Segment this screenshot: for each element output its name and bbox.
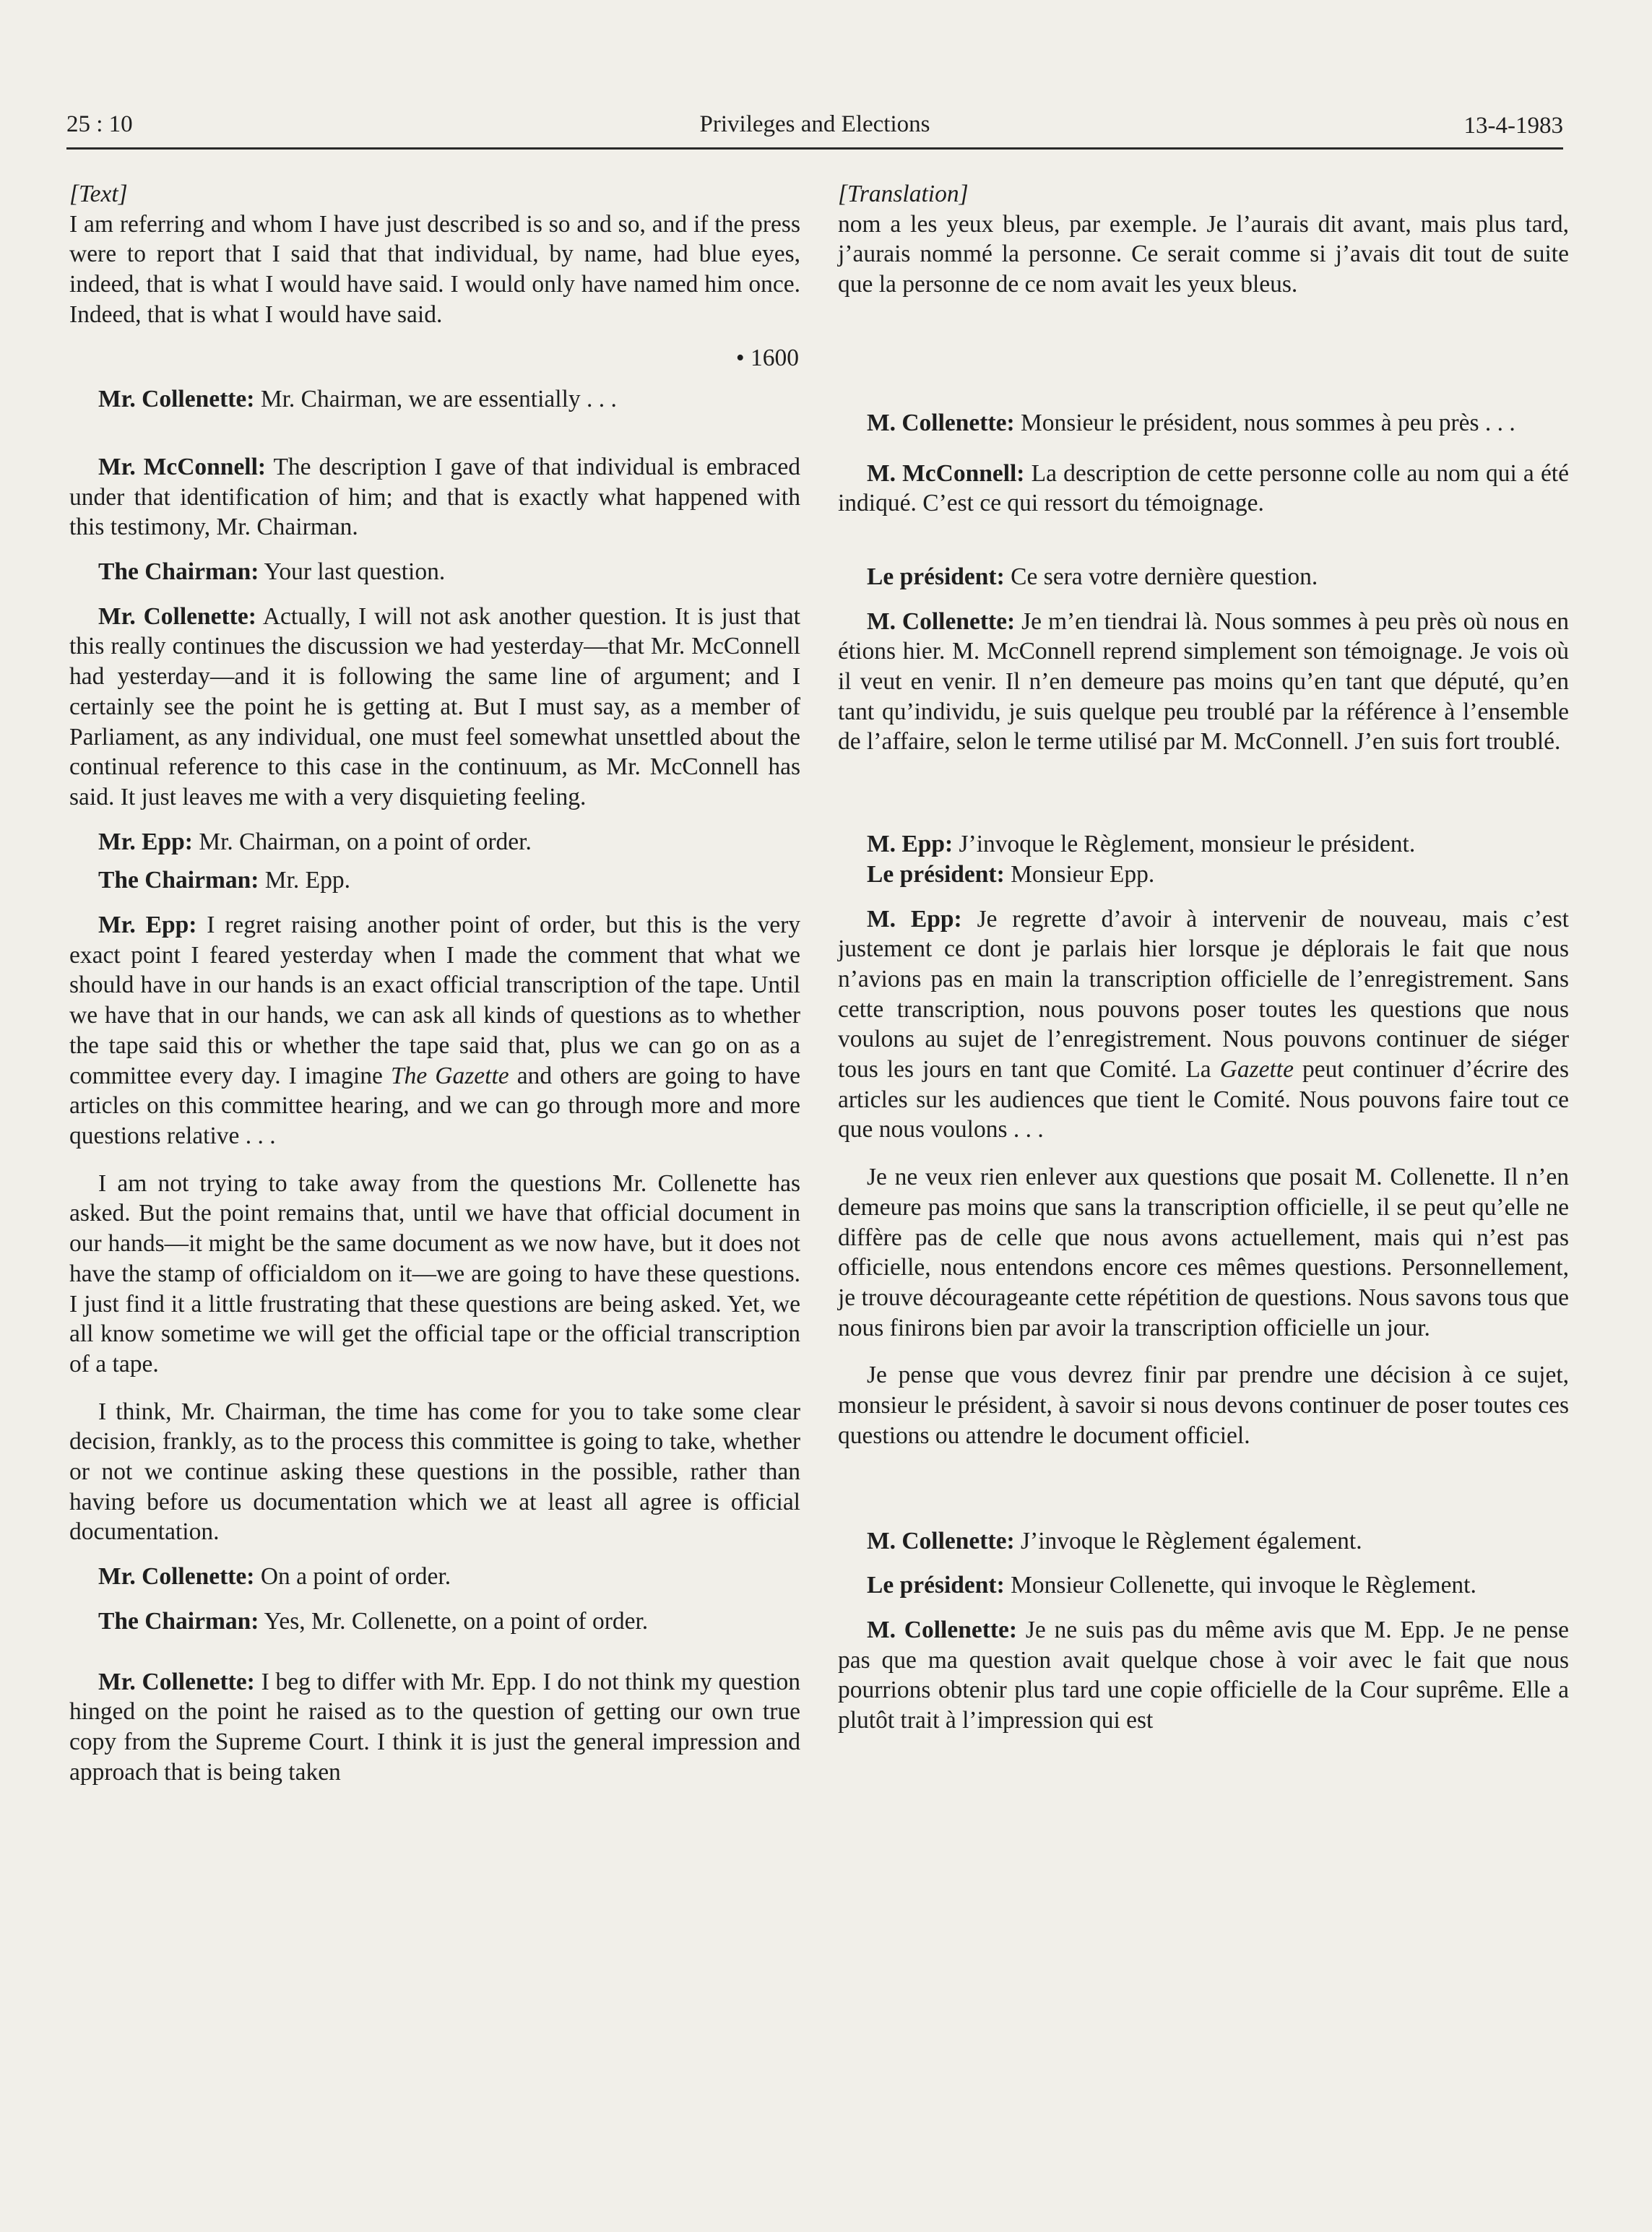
speech: M. Collenette: J’invoque le Règlement également.	[867, 1527, 1362, 1554]
speech: Le président: Monsieur Collenette, qui invoque le Règlement.	[867, 1572, 1476, 1599]
speaker-name: M. Collenette:	[867, 1527, 1015, 1554]
header-date: 13-4-1983	[1463, 113, 1563, 139]
speech: M. Collenette: Monsieur le président, nous sommes à peu près . . .	[867, 409, 1515, 436]
speech: M. Collenette: Je ne suis pas du même avis que M. Epp. Je ne pense pas que ma question avait quelque chose à voir avec le fait que nous pourrions obtenir plus tard une copie officielle de la Cour suprême. Elle a plutôt trait à l’impression qui est	[838, 1616, 1569, 1734]
paragraph: nom a les yeux bleus, par exemple. Je l’aurais dit avant, mais plus tard, j’aurais nommé la personne. Ce serait comme si j’avais dit tout de suite que la personne de ce nom avait les yeux bleus.	[838, 210, 1569, 298]
speech: Mr. Collenette: On a point of order.	[98, 1563, 451, 1591]
speaker-name: Mr. Collenette:	[98, 602, 256, 630]
speaker-name: Mr. Epp:	[98, 828, 193, 855]
speech: Mr. Collenette: Actually, I will not ask another question. It is just that this really continues the discussion we had yesterday—that Mr. McConnell had yesterday—and it is following the same line of argument; and I certainly see the point he is getting at. But I must say, as a member of Parliament, as any individual, one must feel somewhat unsettled about the continual reference to this case in the continuum, as Mr. McConnell has said. It just leaves me with a very disquieting feeling.	[69, 602, 800, 810]
speech: Mr. Epp: I regret raising another point of order, but this is the very exact point I feared yesterday when I made the comment that what we should have in our hands is an exact official transcription of the tape. Until we have that in our hands, we can ask all kinds of questions as to whether the tape said this or whether the tape said that, plus we can go on as a committee every day. I imagine The Gazette and others are going to have articles on this committee hearing, and we can go through more and more questions relative . . .	[69, 912, 800, 1149]
speech: The Chairman: Your last question.	[98, 558, 446, 586]
speech: Mr. McConnell: The description I gave of that individual is embraced under that identification of him; and that is exactly what happened with this testimony, Mr. Chairman.	[69, 453, 800, 541]
time-marker: • 1600	[735, 344, 799, 371]
speech: M. Epp: J’invoque le Règlement, monsieur le président.	[867, 831, 1416, 858]
speech: The Chairman: Mr. Epp.	[98, 867, 350, 894]
paragraph: I am referring and whom I have just described is so and so, and if the press were to report that I said that that individual, by name, had blue eyes, indeed, that is what I would have said. I would only have named him once. Indeed, that is what I would have said.	[69, 210, 800, 328]
speaker-name: M. Collenette:	[867, 1616, 1018, 1643]
speech: M. McConnell: La description de cette personne colle au nom qui a été indiqué. C’est ce qui ressort du témoignage.	[838, 459, 1569, 517]
text-tag: [Text]	[69, 181, 128, 207]
speech: Mr. Collenette: Mr. Chairman, we are essentially . . .	[98, 386, 617, 413]
paragraph: I am not trying to take away from the questions Mr. Collenette has asked. But the point remains that, until we have that official document in our hands—it might be the same document as we now have, but it does not have the stamp of officialdom on it—we are going to have these questions. I just find it a little frustrating that these questions are being asked. Yet, we all know sometime we will get the official tape or the official transcription of a tape.	[69, 1169, 800, 1377]
paragraph: Je ne veux rien enlever aux questions que posait M. Collenette. Il n’en demeure pas moins que sans la transcription officielle, il se peut qu’elle ne diffère pas de celle que nous avons actuellement, mais qui n’est pas officielle, nous entendons encore ces mêmes questions. Personnellement, je trouve décourageante cette répétition de questions. Nous savons tous que nous finirons bien par avoir la transcription officielle un jour.	[838, 1164, 1569, 1341]
speaker-name: Le président:	[867, 860, 1005, 888]
speech: Mr. Epp: Mr. Chairman, on a point of order.	[98, 828, 532, 855]
speech: M. Epp: Je regrette d’avoir à intervenir de nouveau, mais c’est justement ce dont je parlais hier lorsque je déplorais le fait que nous n’avions pas en main la transcription officielle de l’enregistrement. Sans cette transcription, nous pouvons poser toutes les questions que nous voulons au sujet de l’enregistrement. Nous pouvons continuer de siéger tous les jours en tant que Comité. La Gazette peut continuer d’écrire des articles sur les audiences que tient le Comité. Nous pouvons faire tout ce que nous voulons . . .	[838, 905, 1569, 1143]
speaker-name: M. Collenette:	[867, 607, 1016, 635]
speaker-name: M. McConnell:	[867, 459, 1025, 487]
running-title: Privileges and Elections	[699, 111, 930, 137]
page-header	[66, 107, 1563, 150]
speaker-name: Mr. Collenette:	[98, 1668, 255, 1695]
speaker-name: M. Epp:	[867, 831, 953, 858]
speaker-name: Le président:	[867, 563, 1005, 590]
speaker-name: M. Epp:	[867, 905, 962, 933]
english-column	[69, 179, 800, 1787]
page-number: 25 : 10	[66, 111, 133, 137]
paragraph: Je pense que vous devrez finir par prendre une décision à ce sujet, monsieur le président, à savoir si nous devons continuer de poser toutes ces questions ou attendre le document officiel.	[838, 1362, 1569, 1449]
speaker-name: M. Collenette:	[867, 409, 1015, 436]
speaker-name: Le président:	[867, 1572, 1005, 1599]
speaker-name: The Chairman:	[98, 1607, 259, 1635]
paragraph: I think, Mr. Chairman, the time has come for you to take some clear decision, frankly, as to the process this committee is going to take, whether or not we continue asking these questions in the possible, rather than having before us documentation which we at least all agree is official documentation.	[69, 1398, 800, 1546]
speech: Le président: Ce sera votre dernière question.	[867, 563, 1318, 590]
speaker-name: Mr. Collenette:	[98, 386, 255, 413]
speech: Le président: Monsieur Epp.	[867, 860, 1155, 888]
translation-tag: [Translation]	[838, 181, 969, 207]
speech: The Chairman: Yes, Mr. Collenette, on a point of order.	[98, 1607, 649, 1635]
speech: Mr. Collenette: I beg to differ with Mr. Epp. I do not think my question hinged on the point he raised as to the question of getting our own true copy from the Supreme Court. I think it is just the general impression and approach that is being taken	[69, 1668, 800, 1786]
speaker-name: Mr. Collenette:	[98, 1563, 255, 1591]
speaker-name: The Chairman:	[98, 558, 259, 586]
speaker-name: Mr. Epp:	[98, 912, 197, 939]
speaker-name: Mr. McConnell:	[98, 453, 267, 480]
speaker-name: The Chairman:	[98, 867, 259, 894]
speech: M. Collenette: Je m’en tiendrai là. Nous sommes à peu près où nous en étions hier. M. McConnell reprend simplement son témoignage. Je vois où il veut en venir. Il n’en demeure pas moins qu’en tant que député, qu’en tant qu’individu, je suis quelque peu troublé par la référence à l’ensemble de l’affaire, selon le terme utilisé par M. McConnell. J’en suis fort troublé.	[838, 607, 1569, 756]
french-column	[838, 179, 1569, 1736]
